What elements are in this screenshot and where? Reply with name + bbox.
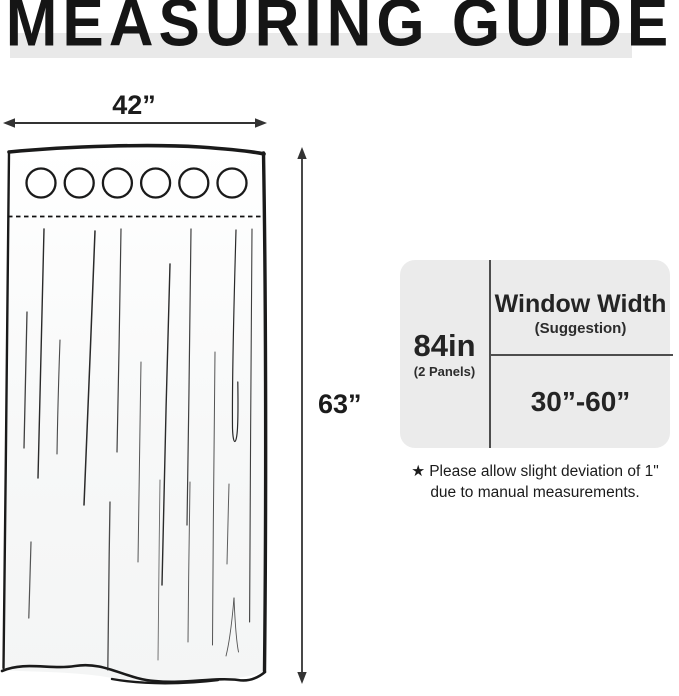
window-width-range: 30”-60” xyxy=(530,386,631,417)
panel-size-value: 84in xyxy=(413,327,476,363)
grommet-icon xyxy=(141,169,170,198)
panel-count-label: (2 Panels) xyxy=(413,363,476,379)
height-arrow xyxy=(297,147,306,684)
measurement-note xyxy=(393,461,677,503)
grommet-icon xyxy=(65,169,94,198)
star-icon: ★ xyxy=(411,463,426,480)
window-width-range-cell xyxy=(491,356,670,448)
grommet-icon xyxy=(103,169,132,198)
grommet-icon xyxy=(218,169,247,198)
curtain-fill xyxy=(3,147,265,682)
note-line2: due to manual measurements. xyxy=(430,484,640,501)
panel-size-cell xyxy=(400,260,489,448)
curtain-panel xyxy=(2,146,266,684)
size-table xyxy=(400,260,670,448)
note-line1: Please allow slight deviation of 1" xyxy=(429,463,659,480)
page-title: MEASURING GUIDE xyxy=(5,0,674,61)
window-width-header-cell xyxy=(491,260,670,354)
height-dimension-label: 63” xyxy=(318,389,362,419)
grommet-icon xyxy=(179,169,208,198)
window-width-header: Window Width xyxy=(494,289,667,318)
grommet-icon xyxy=(27,169,56,198)
window-width-subheader: (Suggestion) xyxy=(534,319,627,337)
width-dimension-label: 42” xyxy=(112,90,156,120)
